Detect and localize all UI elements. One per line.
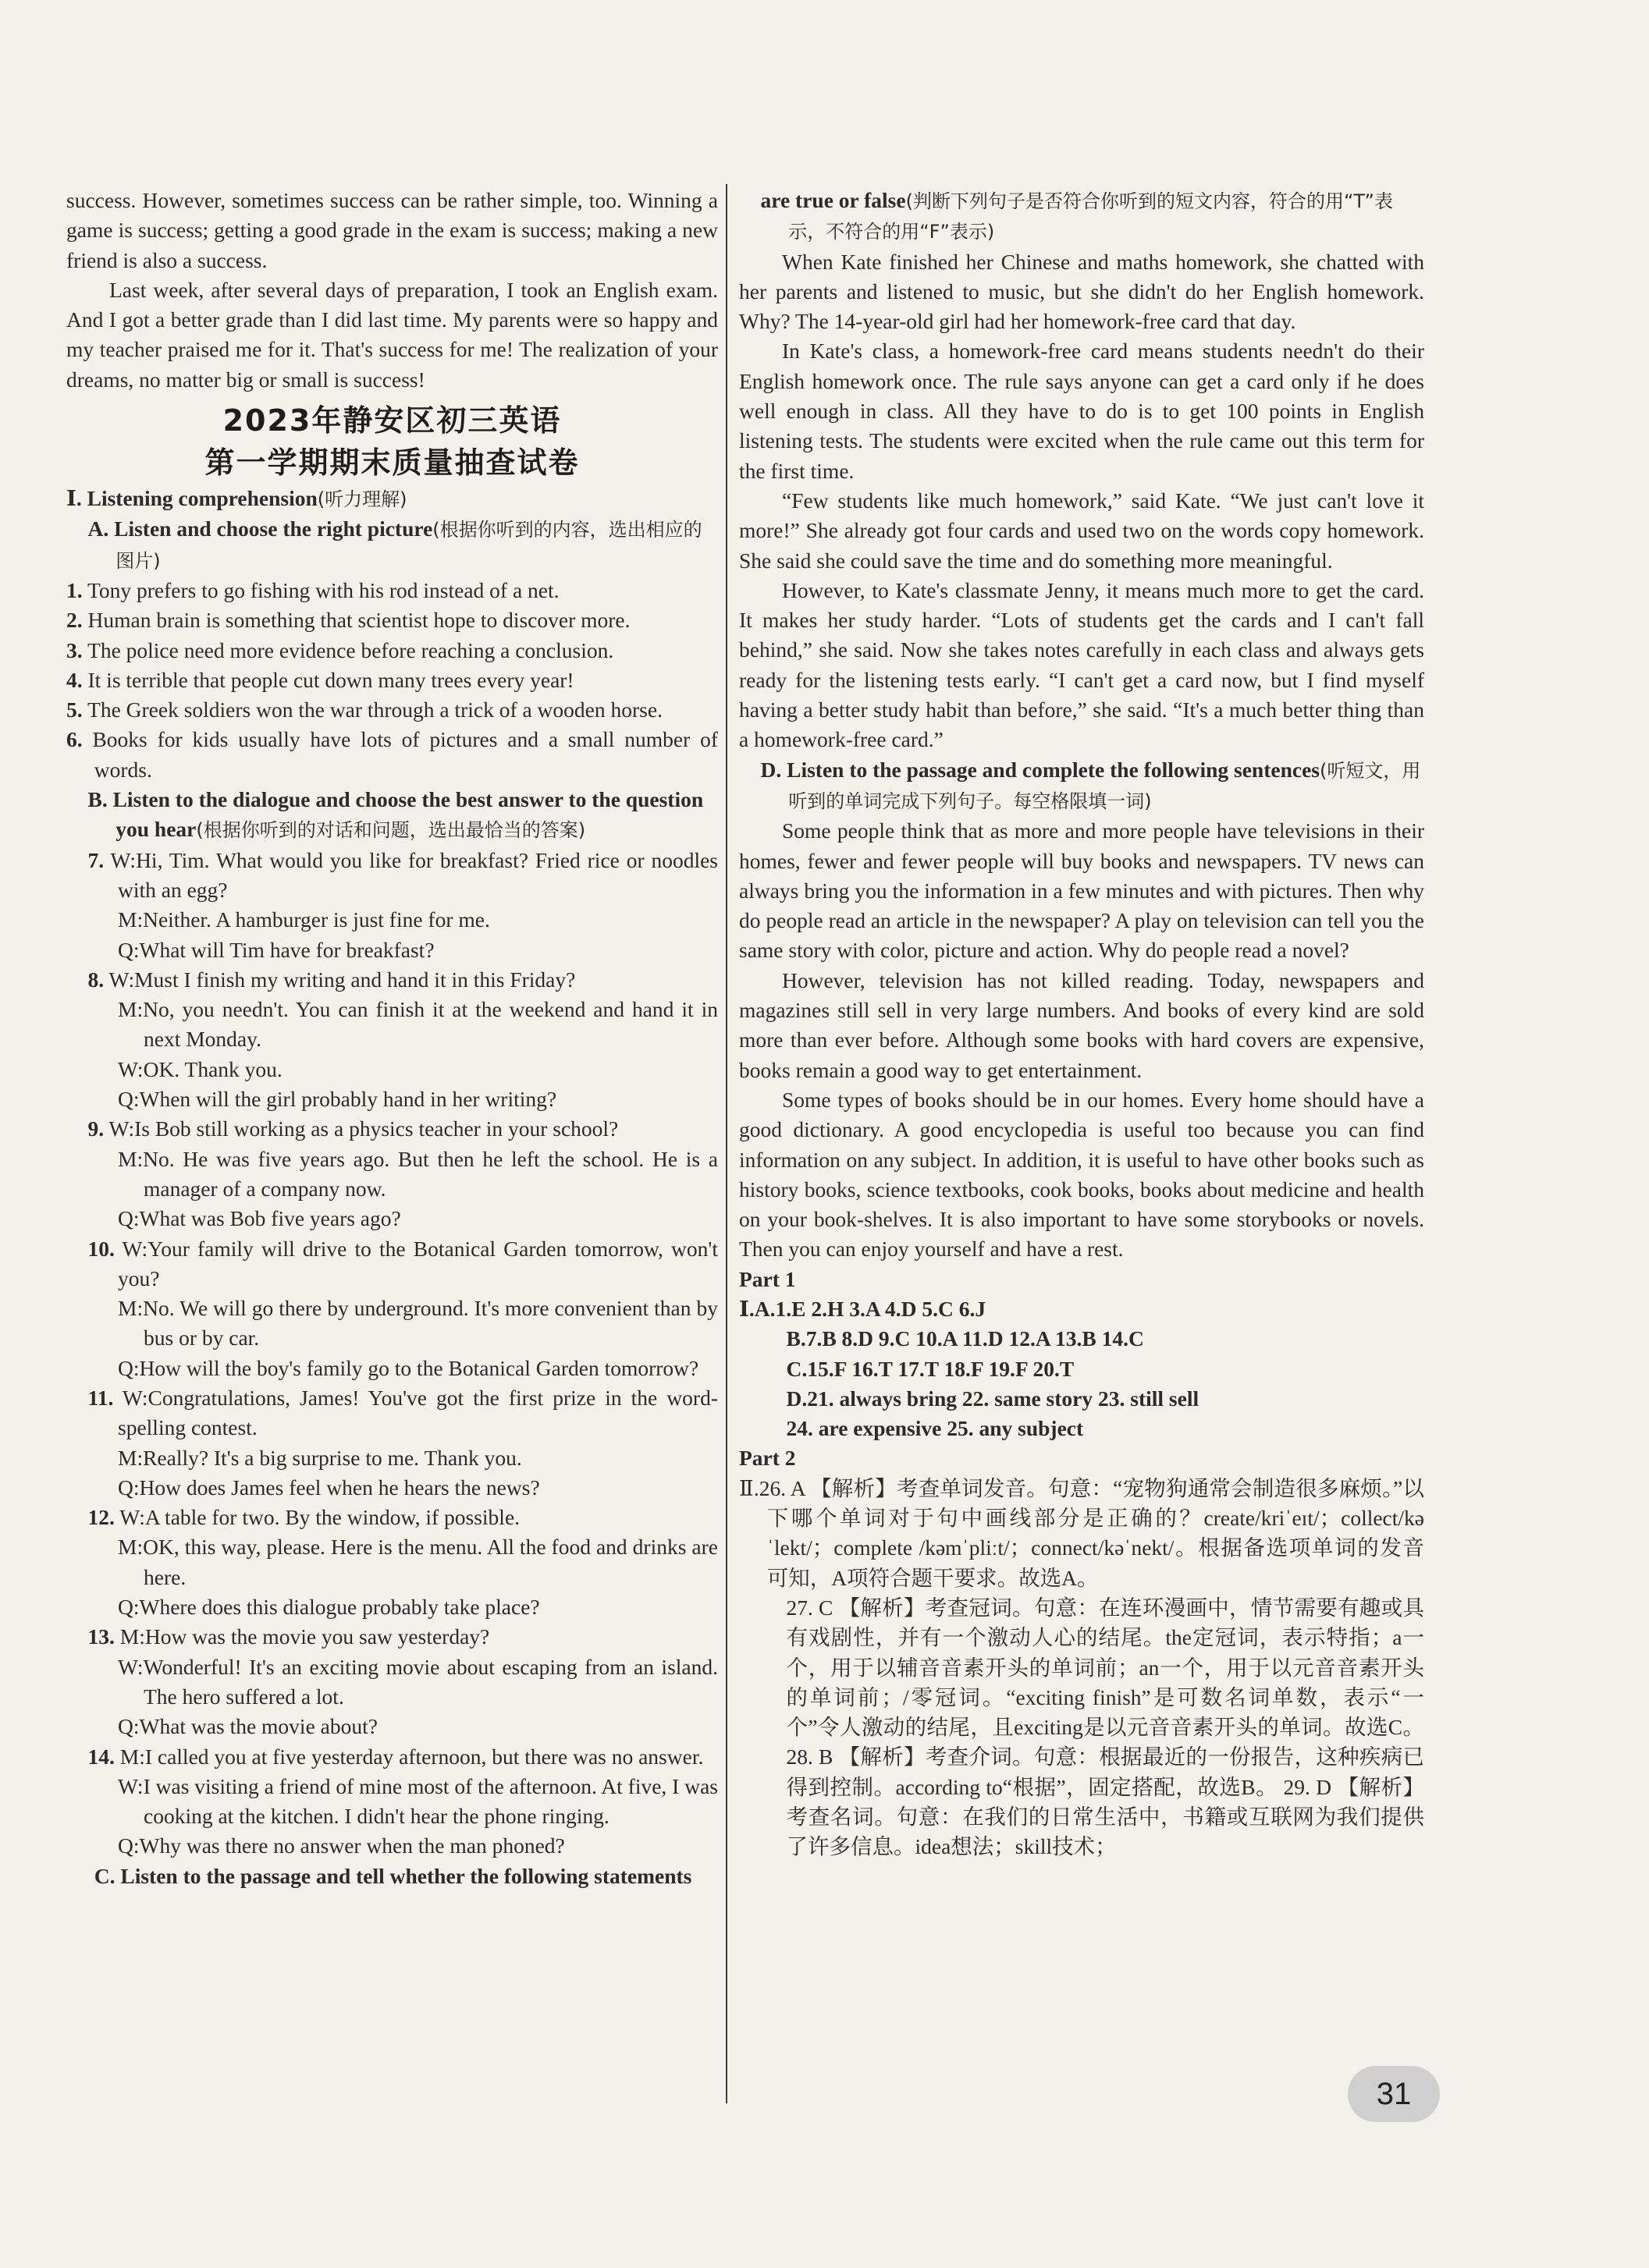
column-divider [726, 184, 727, 2103]
part1-label: Part 1 [739, 1266, 796, 1291]
dialogue-line [66, 1055, 718, 1084]
paragraph: Some people think that as more and more people have televisions in their homes, fewer and fewer people will buy books and newspapers. TV news can always bring you the information in a few minutes and with pictures. Then why do people read an article in the newspaper? A play on television can tell you the same story with color, picture and action. Why do people read a novel? [739, 818, 1424, 963]
list-item [66, 605, 718, 635]
speaker: M: [119, 1744, 145, 1769]
answer-line: C.15.F 16.T 17.T 18.F 19.F 20.T [786, 1356, 1075, 1381]
dialogue-text: No. We will go there by underground. It's more convenient than by bus or by car. [143, 1296, 718, 1351]
dialogue-line [66, 1354, 718, 1383]
speaker: Q: [118, 937, 140, 962]
speaker: W: [110, 847, 137, 872]
dialogue-line [66, 1145, 718, 1205]
paragraph: When Kate finished her Chinese and maths homework, she chatted with her parents and listened to music, but she didn't do her English homework. Why? The 14-year-old girl had her homework-free card that day. [739, 249, 1424, 334]
item-number: 3. [66, 637, 83, 662]
paragraph: However, television has not killed reading. Today, newspapers and magazines still sell in very large numbers. And books of every kind are sold more than ever before. Although some books with hard covers are expensive, books remain a good way to get entertainment. [739, 967, 1424, 1082]
part-b-heading: B. Listen to the dialogue and choose the best answer to the question you hear(根据你听到的对话和问题，选出最恰当的答案) [87, 787, 704, 842]
part-c-passage [739, 247, 1424, 755]
dialogue-list [66, 846, 718, 1862]
dialogue-number: 8. [87, 967, 105, 992]
exam-title: 2023年静安区初三英语 第一学期期末质量抽查试卷 [204, 403, 580, 481]
part2-explanations [739, 1474, 1424, 1862]
dialogue-line [66, 965, 718, 995]
item-text: It is terrible that people cut down many trees every year! [87, 667, 574, 692]
item-number: 4. [66, 667, 83, 692]
dialogue-text: What was Bob five years ago? [139, 1206, 401, 1231]
paragraph: In Kate's class, a homework-free card means students needn't do their English homework once. The rule says anyone can get a card only if he does well enough in class. All they have to do is to get 100 points in English listening tests. The students were excited when the rule came out this term for the first time. [739, 339, 1424, 483]
speaker: W: [122, 1385, 148, 1410]
part-a-heading: A. Listen and choose the right picture(根据你听到的内容，选出相应的图片) [87, 516, 702, 572]
speaker: W: [108, 967, 135, 992]
speaker: W: [122, 1236, 148, 1261]
paragraph: Some types of books should be in our homes. Every home should have a good dictionary. A good encyclopedia is useful too because you can find information on any subject. In addition, it is useful to have other books such as history books, science textbooks, cook books, books about medicine and health on your book-shelves. It is also important to have some storybooks or novels. Then you can enjoy yourself and have a rest. [739, 1087, 1424, 1262]
dialogue-line [66, 1234, 718, 1294]
dialogue-text: How was the movie you saw yesterday? [144, 1624, 490, 1649]
intro-paragraph: Last week, after several days of preparation, I took an English exam. And I got a better grade than I did last time. My parents were so happy and my teacher praised me for it. That's success for me! The realization of your dreams, no matter big or small is success! [66, 277, 718, 392]
dialogue-line [66, 995, 718, 1055]
speaker: M: [118, 907, 144, 932]
dialogue-line [66, 1084, 718, 1114]
dialogue-line [66, 846, 718, 906]
speaker: Q: [118, 1087, 140, 1112]
dialogue-line [66, 1383, 718, 1443]
dialogue-line [66, 1503, 718, 1532]
speaker: Q: [118, 1355, 140, 1380]
paragraph: “Few students like much homework,” said Kate. “We just can't love it more!” She already got four cards and used two on the words copy homework. She said she could save the time and do something more meaningful. [739, 488, 1424, 573]
dialogue-line [66, 1772, 718, 1832]
dialogue-number: 9. [87, 1116, 105, 1141]
dialogue-text: Wonderful! It's an exciting movie about escaping from an island. The hero suffered a lot. [143, 1654, 718, 1709]
speaker: Q: [118, 1475, 140, 1500]
dialogue-line [66, 1831, 718, 1861]
dialogue-line [66, 1443, 718, 1473]
dialogue-text: Neither. A hamburger is just fine for me. [143, 907, 490, 932]
dialogue-text: How does James feel when he hears the news? [139, 1475, 540, 1500]
speaker: W: [119, 1505, 145, 1530]
section-heading: Ⅰ. Listening comprehension(听力理解) [66, 486, 407, 511]
page-number: 31 [1348, 2066, 1440, 2122]
dialogue-text: What will Tim have for breakfast? [139, 937, 435, 962]
speaker: M: [118, 1535, 144, 1560]
list-item [66, 665, 718, 695]
dialogue-number: 7. [87, 847, 105, 872]
item-number: 6. [66, 727, 83, 752]
dialogue-text: No, you needn't. You can finish it at the weekend and hand it in next Monday. [143, 997, 718, 1052]
dialogue-text: How will the boy's family go to the Botanical Garden tomorrow? [139, 1355, 699, 1380]
answer-key [739, 1294, 1424, 1443]
item-number: 1. [66, 577, 83, 602]
dialogue-text: A table for two. By the window, if possible. [144, 1505, 521, 1530]
dialogue-text: OK, this way, please. Here is the menu. All the food and drinks are here. [143, 1535, 718, 1589]
dialogue-number: 12. [87, 1505, 115, 1530]
dialogue-text: Congratulations, James! You've got the first prize in the word-spelling contest. [118, 1385, 718, 1440]
dialogue-number: 10. [87, 1236, 115, 1261]
dialogue-text: No. He was five years ago. But then he left the school. He is a manager of a company now. [143, 1146, 718, 1201]
dialogue-text: When will the girl probably hand in her writing? [139, 1087, 557, 1112]
dialogue-line [66, 1473, 718, 1503]
dialogue-number: 14. [87, 1744, 115, 1769]
speaker: M: [118, 1296, 144, 1321]
speaker: Q: [118, 1833, 140, 1858]
answer-line: D.21. always bring 22. same story 23. still sell [786, 1386, 1199, 1411]
dialogue-number: 11. [87, 1385, 114, 1410]
dialogue-line [66, 1294, 718, 1354]
dialogue-line [66, 1742, 718, 1772]
intro-paragraph: success. However, sometimes success can be rather simple, too. Winning a game is success; getting a good grade in the exam is success; making a new friend is also a success. [66, 188, 718, 272]
speaker: W: [108, 1116, 135, 1141]
item-text: The police need more evidence before reaching a conclusion. [87, 637, 614, 662]
part-d-passage [739, 816, 1424, 1264]
speaker: M: [118, 1146, 144, 1171]
speaker: W: [118, 1056, 144, 1081]
speaker: Q: [118, 1206, 140, 1231]
speaker: W: [118, 1654, 144, 1679]
part2-label: Part 2 [739, 1446, 796, 1471]
item-text: Books for kids usually have lots of pictures and a small number of words. [92, 727, 718, 782]
dialogue-text: Your family will drive to the Botanical Garden tomorrow, won't you? [118, 1236, 718, 1290]
dialogue-line [66, 1712, 718, 1741]
list-item [66, 576, 718, 605]
dialogue-text: OK. Thank you. [143, 1056, 283, 1081]
item-text: Tony prefers to go fishing with his rod instead of a net. [87, 577, 560, 602]
list-item [66, 636, 718, 665]
item-number: 5. [66, 697, 83, 722]
item-text: The Greek soldiers won the war through a trick of a wooden horse. [87, 697, 663, 722]
part-c-heading: C. Listen to the passage and tell whether the following statements [94, 1863, 692, 1888]
dialogue-text: What was the movie about? [139, 1714, 378, 1739]
dialogue-text: Must I finish my writing and hand it in this Friday? [134, 967, 576, 992]
dialogue-line [66, 1652, 718, 1713]
item-number: 2. [66, 608, 83, 633]
list-item [66, 725, 718, 785]
dialogue-text: Really? It's a big surprise to me. Thank you. [143, 1445, 522, 1470]
speaker: M: [118, 997, 144, 1022]
dialogue-text: I was visiting a friend of mine most of the afternoon. At five, I was cooking at the kitchen. I didn't hear the phone ringing. [143, 1773, 718, 1829]
right-column [739, 186, 1424, 1862]
list-item [66, 695, 718, 725]
speaker: Q: [118, 1595, 140, 1620]
dialogue-line [66, 905, 718, 935]
explanation: Ⅱ.26. A 【解析】考查单词发音。句意：“宠物狗通常会制造很多麻烦。”以下哪个单词对于句中画线部分是正确的？create/kriˈeɪt/；collect/kəˈlekt/；complete /kəmˈpliːt/；connect/kəˈnekt/。根据备选项单词的发音可知，A项符合题干要求。故选A。 [739, 1475, 1424, 1590]
dialogue-text: I called you at five yesterday afternoon, but there was no answer. [144, 1744, 704, 1769]
part-a-list [66, 576, 718, 785]
speaker: Q: [118, 1714, 140, 1739]
part-d-heading: D. Listen to the passage and complete the following sentences(听短文，用听到的单词完成下列句子。每空格限填一词) [760, 757, 1421, 812]
part-c-heading-cont: are true or false(判断下列句子是否符合你听到的短文内容，符合的用“T”表示，不符合的用“F”表示) [760, 188, 1393, 243]
answer-line: 24. are expensive 25. any subject [786, 1416, 1084, 1441]
dialogue-number: 13. [87, 1624, 115, 1649]
speaker: M: [119, 1624, 145, 1649]
speaker: W: [118, 1773, 144, 1798]
answer-line: Ⅰ.A.1.E 2.H 3.A 4.D 5.C 6.J [739, 1296, 986, 1321]
left-column [66, 186, 718, 1891]
dialogue-line [66, 1114, 718, 1144]
dialogue-line [66, 1532, 718, 1592]
dialogue-line [66, 1204, 718, 1233]
dialogue-line [66, 1622, 718, 1652]
paragraph: However, to Kate's classmate Jenny, it means much more to get the card. It makes her study harder. “Lots of students get the cards and I can't fall behind,” she said. Now she takes notes carefully in each class and always gets ready for the listening tests early. “I can't get a card now, but I find myself having a better study habit than before,” she said. “It's a much better thing than a homework-free card.” [739, 577, 1424, 752]
item-text: Human brain is something that scientist hope to discover more. [87, 608, 631, 633]
dialogue-text: Hi, Tim. What would you like for breakfast? Fried rice or noodles with an egg? [118, 847, 718, 902]
answer-line: B.7.B 8.D 9.C 10.A 11.D 12.A 13.B 14.C [786, 1326, 1144, 1351]
speaker: M: [118, 1445, 144, 1470]
dialogue-text: Why was there no answer when the man phoned? [139, 1833, 565, 1858]
dialogue-text: Is Bob still working as a physics teacher in your school? [134, 1116, 619, 1141]
dialogue-line [66, 935, 718, 965]
dialogue-text: Where does this dialogue probably take place? [139, 1595, 540, 1620]
dialogue-line [66, 1592, 718, 1622]
explanation: 27. C 【解析】考查冠词。句意：在连环漫画中，情节需要有趣或具有戏剧性，并有一个激动人心的结尾。the定冠词，表示特指；a一个，用于以辅音音素开头的单词前；an一个，用于以元音音素开头的单词前；/零冠词。“exciting finish”是可数名词单数，表示“一个”令人激动的结尾，且exciting是以元音音素开头的单词。故选C。 28. B 【解析】考查介词。句意：根据最近的一份报告，这种疾病已得到控制。according to“根据”，固定搭配，故选B。 29. D 【解析】考查名词。句意：在我们的日常生活中，书籍或互联网为我们提供了许多信息。idea想法；skill技术； [786, 1595, 1424, 1859]
